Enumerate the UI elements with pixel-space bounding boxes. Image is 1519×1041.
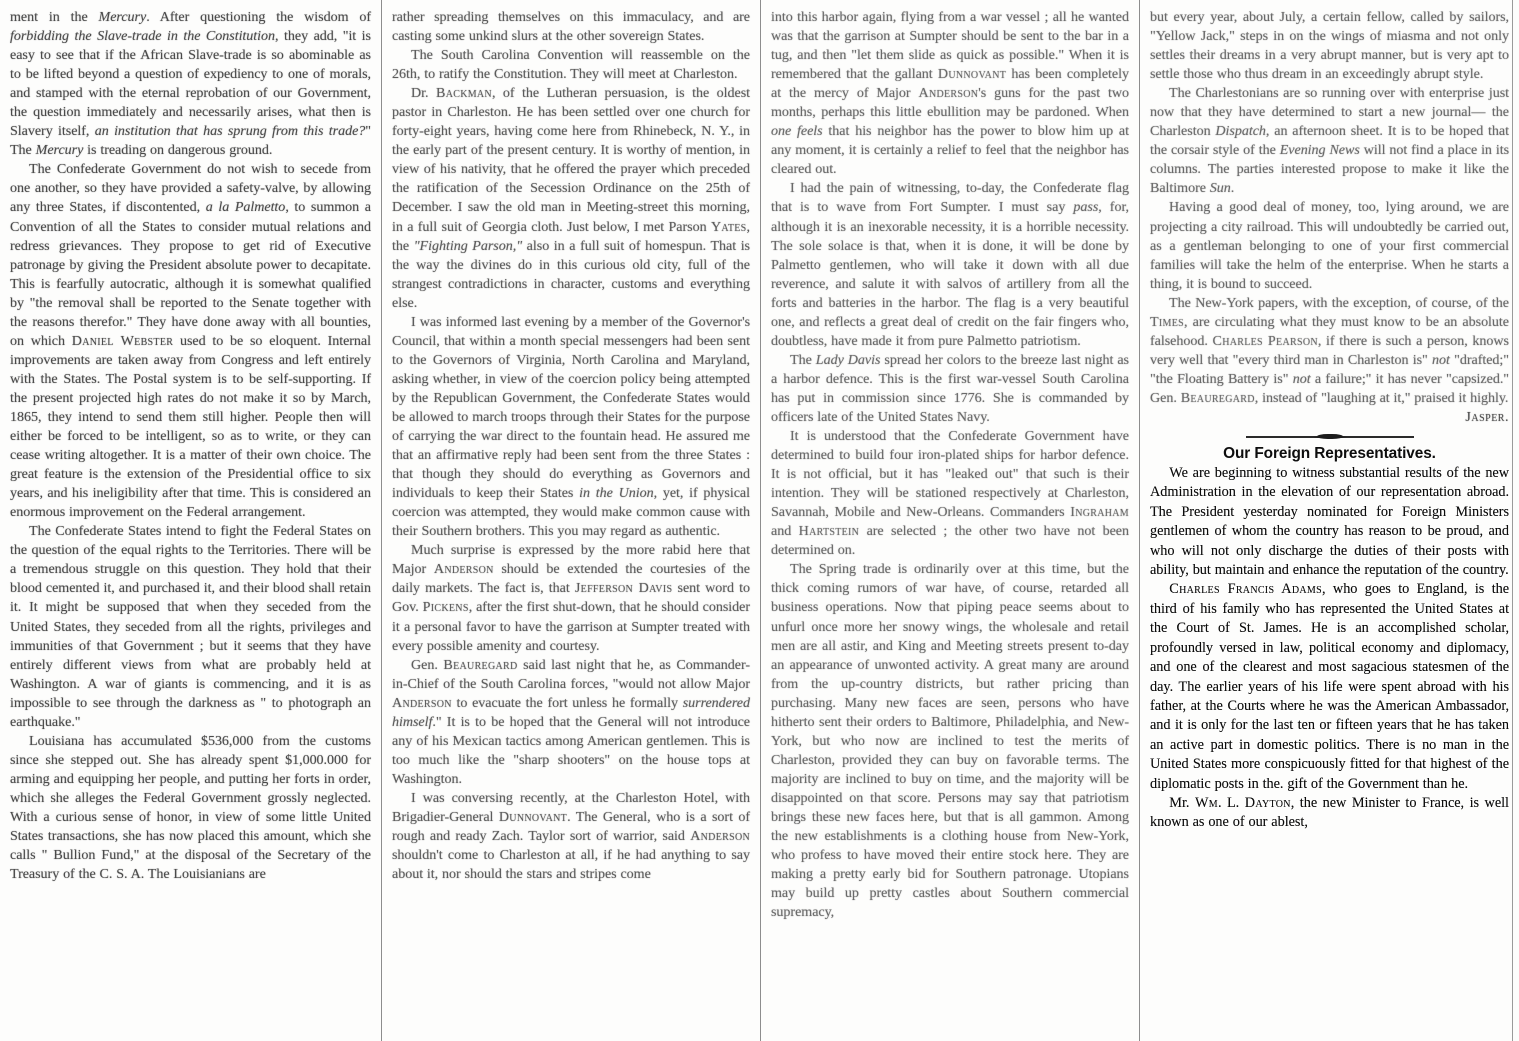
paragraph: Charles Francis Adams, who goes to England, is the third of his family who has represented the United States at the Court of St. James. He is an accomplished scholar, profoundly versed in law, political economy and diplomacy, and one of the clearest and most sagacious statesmen of the day. The earlier years of his life were spent abroad with his father, at the Courts where he was the American Ambassador, and it is only for the last ten or fifteen years that he has taken an active part in domestic politics. There is no man in the United States more conspicuously fitted for that highest of the diplomatic posts in the. gift of the Government than he. [1150, 581, 1510, 792]
paragraph: The Lady Davis spread her colors to the breeze last night as a harbor defence. This is the first war-vessel South Carolina has put in commission since 1776. She is commanded by officers late of the United States Navy. [771, 351, 1129, 425]
article-headline: Our Foreign Representatives. [1223, 445, 1436, 463]
paragraph: Mr. Wm. L. Dayton, the new Minister to France, is well known as one of our ablest, [1150, 794, 1509, 831]
paragraph: rather spreading themselves on this immaculacy, and are casting some unkind slurs at the other sovereign States. [392, 9, 750, 45]
paragraph: We are beginning to witness substantial results of the new Administration in the elevation of our representation abroad. The President yesterday nominated for Foreign Ministers gentlemen of whom the country has reason to be proud, and who will not only discharge the duties of their posts with ability, but maintain and enhance the reputation of the country. [1150, 465, 1509, 579]
paragraph: The South Carolina Convention will reassemble on the 26th, to ratify the Constitution. They will meet at Charleston. [392, 47, 750, 83]
correspondent-signature: Jasper. [1465, 408, 1509, 425]
paragraph: but every year, about July, a certain fellow, called by sailors, "Yellow Jack," steps in on the wings of miasma and not only settles their dreams in a very abrupt manner, but is very apt to settle those who thus dream in an exceedingly abrupt style. [1150, 9, 1509, 83]
paragraph: I was informed last evening by a member of the Governor's Council, that within a month special messengers had been sent to the Governors of Virginia, North Carolina and Maryland, asking whether, in view of the coercion policy being attempted by the Republican Government, the Confederate States would be allowed to march troops through their States for the purpose of carrying the war direct to the fountain head. He assured me that an affirmative reply had been sent from the three States : that though they should do everything as Governors and individuals to keep their States in the Union, yet, if physical coercion was attempted, they would make common cause with their Southern brothers. This you may regard as authentic. [392, 313, 750, 540]
paragraph: ment in the Mercury. After questioning the wisdom of forbidding the Slave-trade in the Constitution, they add, "it is easy to see that if the African Slave-trade is so abominable as to be lifted beyond a question of expediency to one of morals, and stamped with the eternal reprobation of our Government, the question immediately and necessarily arises, what then is Slavery itself, an institution that has sprung from this trade?" The Mercury is treading on dangerous ground. [10, 9, 371, 159]
paragraph: The Confederate States intend to fight the Federal States on the question of the equal rights to the Territories. There will be a tremendous struggle on this question. They hold that their blood cemented it, and purchased it, and their blood shall retain it. It might be supposed that when they seceded from the United States, they seceded from all the rights, privileges and immunities of that Government ; but it seems that they have entirely different views from what are probably held at Washington. A war of giants is commencing, and it is as impossible to see through the darkness as " to photograph an earthquake." [10, 523, 371, 730]
column-3 [760, 0, 1139, 1041]
paragraph: The Spring trade is ordinarily over at this time, but the thick coming rumors of war have, of course, retarded all business operations. Now that piping peace seems about to unfurl once more her snowy wings, the wholesale and retail men are all astir, and King and Meeting streets present to-day an appearance of unwonted activity. A great many are around from the up-country districts, but rather pricing than purchasing. Many new faces are seen, persons who have hitherto sent their orders to Baltimore, Philadelphia, and New-York, but who now are inclined to test the merits of Charleston, provided they can buy on favorable terms. The majority are inclined to buy on time, and the majority will be disappointed on that score. Persons may say that patriotism brings these new faces here, but that is all gammon. Among the new establishments is a clothing house from New-York, who profess to have moved their entire stock here. They are making a pretty early bid for Southern patronage. Utopians may build up pretty castles about Southern commercial supremacy, [771, 561, 1129, 921]
paragraph: Much surprise is expressed by the more rabid here that Major Anderson should be extended the courtesies of the daily markets. The fact is, that Jefferson Davis sent word to Gov. Pickens, after the first shut-down, that he should consider it a personal favor to have the garrison at Sumpter treated with every possible amenity and courtesy. [392, 542, 750, 654]
paragraph: Having a good deal of money, too, lying around, we are projecting a city railroad. This will undoubtedly be carried out, as a gentleman belonging to one of your first commercial families will take the helm of the enterprise. When he starts a thing, it is bound to succeed. [1150, 199, 1509, 292]
section-divider-ornament [1246, 436, 1414, 438]
right-margin-rule [1512, 0, 1513, 1041]
column-4-correspondence [1150, 8, 1509, 427]
paragraph: I had the pain of witnessing, to-day, the Confederate flag that is to wave from Fort Sumpter. I must say pass, for, although it is an inexorable necessity, it is a horrible necessity. The sole solace is that, when it is done, it will be done by Palmetto gentlemen, who will take it down with all due reverence, and salute it with salvos of artillery from all the forts and batteries in the harbor. The flag is a very beautiful one, and reflects a great deal of credit on the fair fingers who, doubtless, have made it from pure Palmetto patriotism. [771, 180, 1129, 349]
column-1-body [10, 8, 371, 884]
paragraph-text: The New-York papers, with the exception, of course, of the Times, are circulating what they must know to be an absolute falsehood. Charles Pearson, if there is such a person, knows very well that "every third man in Charleston is" not "drafted;" "the Floating Battery is" not a failure;" it has never "capsized." Gen. Beauregard, instead of "laughing at it," praised it highly. [1150, 294, 1510, 406]
paragraph: into this harbor again, flying from a war vessel ; all he wanted was that the garrison at Sumpter should be sent to the bar in a tug, and then "let them slide as quick as possible." When it is remembered that the gallant Dunnovant has been completely at the mercy of Major Anderson's guns for the past two months, perhaps this little ebullition may be pardoned. When one feels that his neighbor has the power to blow him up at any moment, it is certainly a relief to feel that the neighbor has cleared out. [771, 9, 1129, 178]
paragraph: The Confederate Government do not wish to secede from one another, so they have provided a safety-valve, by allowing any three States, if discontented, a la Palmetto, to summon a Convention of all the States to consider mutual relations and redress grievances. They propose to get rid of Executive patronage by giving the President absolute power to decapitate. This is fearfully autocratic, although it is somewhat qualified by "the removal shall be reported to the Senate together with the reasons therefor." They have done away with all bounties, on which Daniel Webster used to be so eloquent. Internal improvements are taken away from Congress and left entirely with the States. The Postal system is to be self-supporting. If the present projected high rates do not make it so by March, 1865, they intend to send them still higher. People then will either be forced to be intelligent, so as to write, or they can cease writing altogether. It is a matter of their own choice. The great feature is the extension of the Presidential office to six years, and his ineligibility after that time. This is considered an enormous improvement on the Federal arrangement. [10, 161, 371, 521]
column-2 [381, 0, 760, 1041]
column-3-body [771, 8, 1129, 922]
paragraph: Gen. Beauregard said last night that he, as Commander-in-Chief of the South Carolina forces, "would not allow Major Anderson to evacuate the fort unless he formally surrendered himself." It is to be hoped that the General will not introduce any of his Mexican tactics among American gentlemen. This is too much like the "sharp shooters" on the house tops at Washington. [392, 656, 750, 787]
paragraph: The Charlestonians are so running over with enterprise just now that they have determined to start a new journal— the Charleston Dispatch, an afternoon sheet. It is to be hoped that the corsair style of the Evening News will not find a place in its columns. The parties interested propose to make it like the Baltimore Sun. [1150, 85, 1510, 197]
paragraph: Dr. Backman, of the Lutheran persuasion, is the oldest pastor in Charleston. He has been settled over one church for forty-eight years, having come here from Rhinebeck, N. Y., in the early part of the present century. It is worthy of mention, in view of his nativity, that he offered the prayer which preceded the ratification of the Secession Ordinance on the 25th of December. I saw the old man in Meeting-street this morning, in a full suit of Georgia cloth. Just below, I met Parson Yates, the "Fighting Parson," also in a full suit of homespun. That is the way the divines do in this curious old city, full of the strangest contradictions in character, customs and everything else. [392, 85, 750, 311]
column-2-body [392, 8, 750, 884]
paragraph [1150, 294, 1509, 427]
paragraph: It is understood that the Confederate Government have determined to build four iron-plated ships for harbor defence. It is not official, but it has "leaked out" that such is their intention. They will be stationed respectively at Charleston, Savannah, Mobile and New-Orleans. Commanders Ingraham and Hartstein are selected ; the other two have not been determined on. [771, 428, 1130, 559]
paragraph: I was conversing recently, at the Charleston Hotel, with Brigadier-General Dunnovant. The General, who is a sort of rough and ready Zach. Taylor sort of warrior, said Anderson shouldn't come to Charleston at all, if he had anything to say about it, nor should the stars and stripes come [392, 789, 751, 883]
column-4 [1139, 0, 1519, 1041]
article-our-foreign-representatives [1150, 445, 1509, 833]
column-1 [0, 0, 381, 1041]
paragraph: Louisiana has accumulated $536,000 from the customs since she stepped out. She has already spent $1,000.000 for arming and equipping her people, and putting her forts in order, which she alleges the Federal Government grossly neglected. With a curious sense of honor, in view of some little United States transactions, she has now placed this amount, which she calls " Bullion Fund," at the disposal of the Secretary of the Treasury of the C. S. A. The Louisianians are [10, 732, 371, 883]
